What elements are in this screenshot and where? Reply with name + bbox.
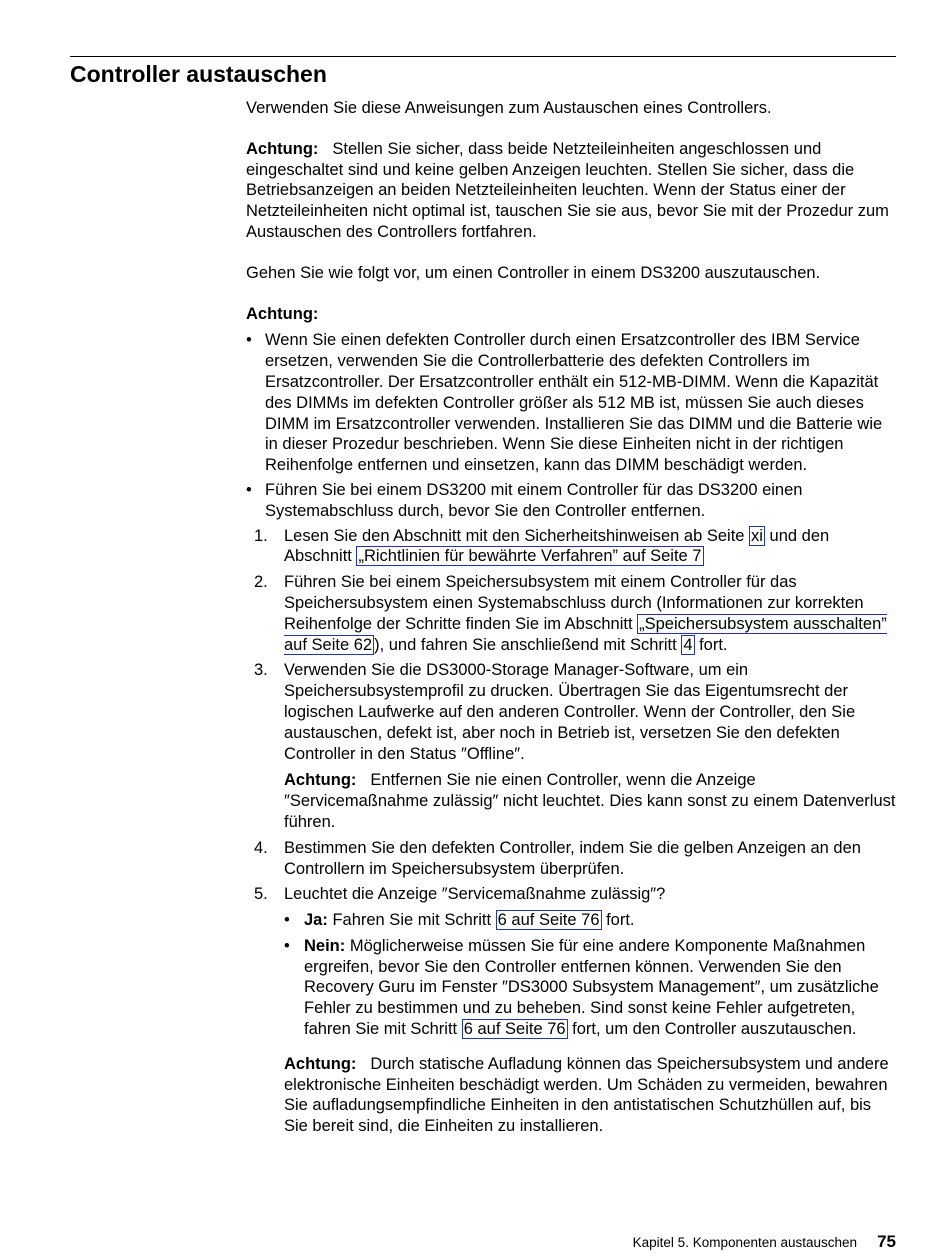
- step-text: Lesen Sie den Abschnitt mit den Sicherheitshinweisen ab Seite: [284, 526, 750, 545]
- procedure-steps: [246, 526, 896, 1040]
- attention-text: Entfernen Sie nie einen Controller, wenn die Anzeige ″Servicemaßnahme zulässig″ nicht leuchtet. Dies kann sonst zu einem Datenverlust führen.: [284, 771, 896, 831]
- step-text: und den Abschnitt: [284, 526, 830, 566]
- step-text: Leuchtet die Anzeige ″Servicemaßnahme zulässig″?: [284, 885, 666, 904]
- attention-label: Achtung:: [284, 1054, 357, 1073]
- step-text: fort.: [694, 635, 728, 654]
- bullet-icon: •: [284, 936, 290, 955]
- step-text: Führen Sie bei einem Speichersubsystem mit einem Controller für das Speichersubsystem einen Systemabschluss durch (Informationen zur korrekten Reihenfolge der Schritte finden Sie im Abschnitt: [284, 573, 864, 633]
- step-number: 5.: [254, 885, 268, 904]
- step-1: [246, 526, 896, 568]
- bullet-text: Wenn Sie einen defekten Controller durch einen Ersatzcontroller des IBM Service ersetzen, verwenden Sie die Controllerbatterie des defekten Controllers im Ersatzcontroller. Der Ersatzcontroller enthält ein 512-MB-DIMM. Wenn die Kapazität des DIMMs im defekten Controller größer als 512 MB ist, müssen Sie auch dieses DIMM im Ersatzcontroller verwenden. Installieren Sie das DIMM und die Batterie wie in dieser Prozedur beschrieben. Wenn Sie diese Einheiten nicht in der richtigen Reihenfolge entfernen und einsetzen, kann das DIMM beschädigt werden.: [265, 331, 883, 475]
- attention-text: Durch statische Aufladung können das Speichersubsystem und andere elektronische Einheiten beschädigt werden. Um Schäden zu vermeiden, bewahren Sie aufladungsempfindliche Einheiten in den antistatischen Schutzhüllen auf, bis Sie bereit sind, die Einheiten zu installieren.: [284, 1054, 889, 1136]
- step-text: ), und fahren Sie anschließend mit Schritt: [374, 635, 682, 654]
- attention-text: Stellen Sie sicher, dass beide Netzteileinheiten angeschlossen und eingeschaltet sind und keine gelben Anzeigen leuchten. Stellen Sie sicher, dass die Betriebsanzeigen an beiden Netzteileinheiten leuchten. Wenn der Status einer der Netzteileinheiten nicht optimal ist, tauschen Sie sie aus, bevor Sie mit der Prozedur zum Austauschen des Controllers fortfahren.: [246, 139, 889, 241]
- step-4: [246, 838, 896, 880]
- procedure-intro: Gehen Sie wie folgt vor, um einen Controller in einem DS3200 auszutauschen.: [246, 263, 821, 282]
- page-number: 75: [877, 1232, 896, 1251]
- attention-note: [246, 139, 896, 243]
- attention-label: Achtung:: [246, 139, 319, 158]
- page-footer: [633, 1232, 896, 1252]
- header-rule: [70, 56, 896, 57]
- attention-bullet-list: [246, 330, 896, 521]
- document-body: [246, 98, 896, 1137]
- step-2: [246, 572, 896, 655]
- attention-note-static: [284, 1054, 896, 1137]
- step-6-link[interactable]: 6 auf Seite 76: [497, 911, 600, 930]
- answer-no-label: Nein:: [304, 936, 346, 955]
- bullet-icon: •: [246, 480, 252, 499]
- safety-page-link[interactable]: xi: [751, 526, 763, 545]
- bullet-icon: •: [246, 331, 252, 350]
- step-3: [246, 660, 896, 832]
- list-item: [246, 480, 896, 522]
- answer-text: fort.: [601, 911, 635, 930]
- step-5: [246, 884, 896, 1040]
- step-6-link[interactable]: 6 auf Seite 76: [463, 1020, 566, 1039]
- answer-text: Fahren Sie mit Schritt: [327, 911, 496, 930]
- page-title: Controller austauschen: [70, 61, 327, 87]
- chapter-label: Kapitel 5. Komponenten austauschen: [632, 1235, 858, 1250]
- step-text: Verwenden Sie die DS3000-Storage Manager-Software, um ein Speichersubsystemprofil zu drucken. Übertragen Sie das Eigentumsrecht der logischen Laufwerke auf den anderen Controller. Wenn der Controller, den Sie austauschen, defekt ist, aber noch in Betrieb ist, versetzen Sie den defekten Controller in den Status ″Offline″.: [284, 661, 856, 763]
- shutdown-link[interactable]: „Speichersubsystem ausschalten” auf Seite 62: [284, 614, 887, 654]
- answer-list: [284, 910, 896, 1040]
- attention-label: Achtung:: [284, 771, 357, 790]
- step-4-link[interactable]: 4: [683, 635, 693, 654]
- bullet-text: Führen Sie bei einem DS3200 mit einem Controller für das DS3200 einen Systemabschluss durch, bevor Sie den Controller entfernen.: [265, 480, 803, 520]
- attention-note: [284, 770, 896, 832]
- list-item: [246, 330, 896, 476]
- list-item: [284, 936, 896, 1040]
- answer-text: fort, um den Controller auszutauschen.: [567, 1020, 857, 1039]
- bullet-icon: •: [284, 911, 290, 930]
- step-number: 3.: [254, 661, 268, 680]
- step-text: Bestimmen Sie den defekten Controller, indem Sie die gelben Anzeigen an den Controllern im Speichersubsystem überprüfen.: [284, 838, 861, 878]
- guidelines-link[interactable]: „Richtlinien für bewährte Verfahren” auf Seite 7: [358, 547, 702, 566]
- attention-heading: Achtung:: [246, 304, 319, 323]
- answer-text: Möglicherweise müssen Sie für eine andere Komponente Maßnahmen ergreifen, bevor Sie den Controller entfernen können. Verwenden Sie den Recovery Guru im Fenster ″DS3000 Subsystem Management″, um zusätzliche Fehler zu bestimmen und zu beheben. Sind sonst keine Fehler aufgetreten, fahren Sie mit Schritt: [304, 936, 879, 1039]
- step-number: 4.: [254, 838, 268, 857]
- answer-yes-label: Ja:: [304, 911, 328, 930]
- list-item: [284, 910, 896, 931]
- step-number: 2.: [254, 573, 268, 592]
- intro-paragraph: Verwenden Sie diese Anweisungen zum Austauschen eines Controllers.: [246, 99, 772, 117]
- step-number: 1.: [254, 526, 268, 545]
